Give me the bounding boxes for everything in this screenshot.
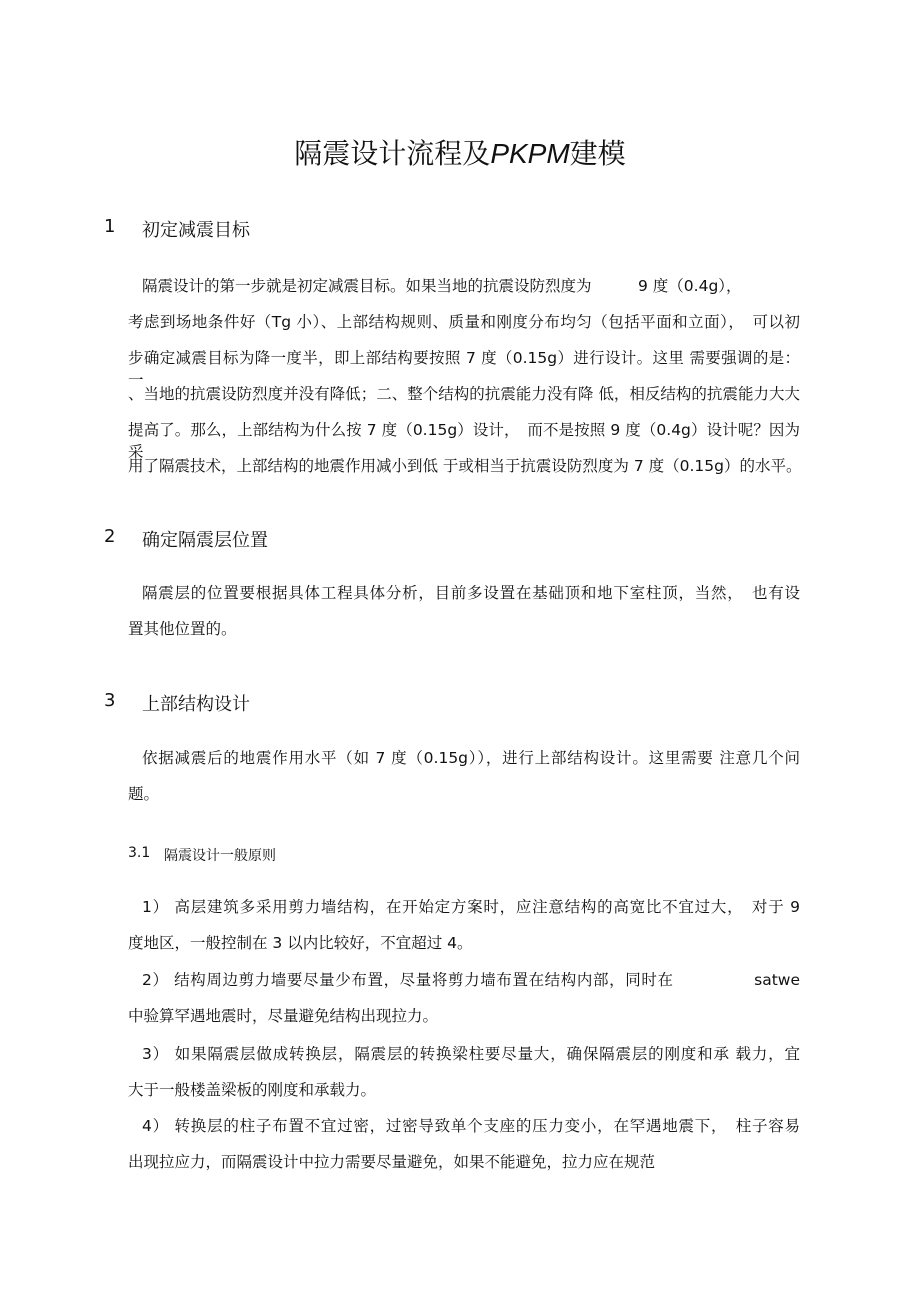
- paragraph-line: 步确定减震目标为降一度半，即上部结构要按照 7 度（0.15g）进行设计。这里 需要强调的是：一: [128, 349, 800, 389]
- list-item-line: 4） 转换层的柱子布置不宜过密，过密导致单个支座的压力变小，在罕遇地震下， 柱子容易: [142, 1117, 800, 1135]
- section-3-heading: 上部结构设计: [142, 694, 250, 715]
- list-item-line: 中验算罕遇地震时，尽量避免结构出现拉力。: [128, 1007, 439, 1025]
- subsection-heading: 隔震设计一般原则: [164, 848, 276, 864]
- subsection-number: 3.1: [128, 845, 151, 861]
- paragraph-line: 题。: [128, 785, 160, 803]
- list-item-line: 度地区，一般控制在 3 以内比较好，不宜超过 4。: [128, 934, 473, 952]
- list-item-line: 3） 如果隔震层做成转换层，隔震层的转换梁柱要尽量大，确保隔震层的刚度和承 载力，宜: [142, 1045, 800, 1063]
- paragraph-line: 、当地的抗震设防烈度并没有降低；二、整个结构的抗震能力没有降 低，相反结构的抗震能力大大: [128, 385, 800, 403]
- section-2-number: 2: [104, 526, 116, 547]
- section-3-number: 3: [104, 690, 116, 711]
- title-latin: PKPM: [490, 138, 570, 169]
- list-item-line: 出现拉应力，而隔震设计中拉力需要尽量避免，如果不能避免，拉力应在规范: [128, 1153, 656, 1171]
- section-1-number: 1: [104, 216, 116, 237]
- section-1-heading: 初定减震目标: [142, 220, 250, 241]
- paragraph-line: 隔震设计的第一步就是初定减震目标。如果当地的抗震设防烈度为 9 度（0.4g），: [142, 277, 742, 295]
- paragraph-line: 隔震层的位置要根据具体工程具体分析，目前多设置在基础顶和地下室柱顶，当然， 也有设: [142, 584, 800, 602]
- title-tail: 建模: [569, 137, 626, 170]
- paragraph-line: 置其他位置的。: [128, 620, 237, 638]
- document-title: [0, 132, 920, 172]
- paragraph-line: 考虑到场地条件好（Tg 小）、上部结构规则、质量和刚度分布均匀（包括平面和立面）， 可以初: [128, 313, 800, 331]
- paragraph-line: 用了隔震技术，上部结构的地震作用减小到低 于或相当于抗震设防烈度为 7 度（0.15g）的水平。: [128, 457, 802, 475]
- section-2-heading: 确定隔震层位置: [142, 530, 268, 551]
- list-item-line: 大于一般楼盖梁板的刚度和承载力。: [128, 1081, 377, 1099]
- paragraph-line: 依据减震后的地震作用水平（如 7 度（0.15g）），进行上部结构设计。这里需要 注意几个问: [142, 749, 800, 767]
- title-text: 隔震设计流程及: [294, 137, 491, 170]
- list-item-line: 2） 结构周边剪力墙要尽量少布置，尽量将剪力墙布置在结构内部，同时在 satwe: [142, 971, 800, 989]
- paragraph-line: 提高了。那么，上部结构为什么按 7 度（0.15g）设计， 而不是按照 9 度（0.4g）设计呢？因为采: [128, 421, 800, 461]
- list-item-line: 1） 高层建筑多采用剪力墙结构，在开始定方案时，应注意结构的高宽比不宜过大， 对于 9: [142, 898, 800, 916]
